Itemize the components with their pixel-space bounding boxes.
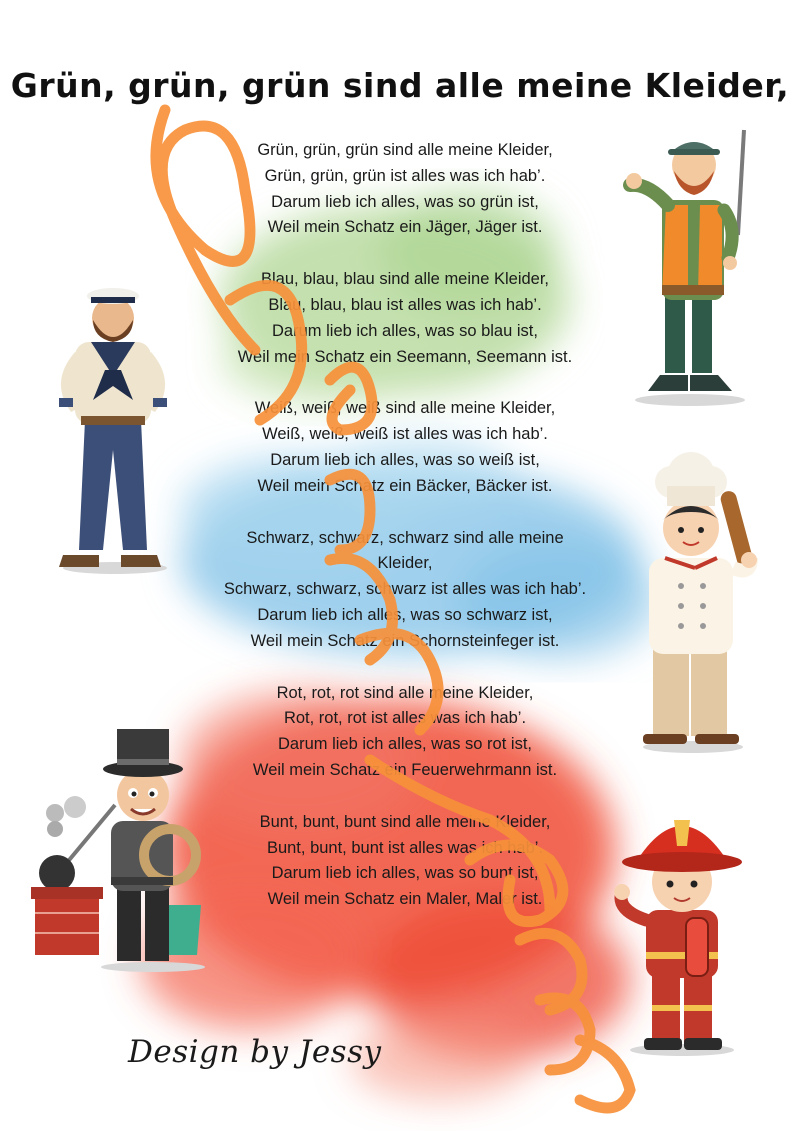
stanza-2 [190,267,620,370]
designer-signature: Design by Jessy [128,1034,382,1070]
stanza-3 [190,396,620,499]
lyric-line: Darum lieb ich alles, was so blau ist, [272,321,538,340]
hunter-illustration [620,125,760,410]
firefighter-illustration [600,800,760,1060]
lyric-line: Darum lieb ich alles, was so weiß ist, [270,450,540,469]
lyric-line: Weil mein Schatz ein Seemann, Seemann ist. [237,347,573,366]
stanza-6 [190,810,620,913]
stanza-1 [190,138,620,241]
lyric-line: Grün, grün, grün ist alles was ich hab’. [264,166,546,185]
chimney-sweep-illustration [15,725,220,975]
baker-illustration [625,450,765,755]
stanza-4 [190,526,620,655]
lyric-line: Darum lieb ich alles, was so bunt ist, [271,864,539,883]
lyric-line: Rot, rot, rot sind alle meine Kleider, [276,683,534,702]
lyric-line: Bunt, bunt, bunt sind alle meine Kleider, [259,812,551,831]
stanza-5 [190,681,620,784]
lyric-line: Rot, rot, rot ist alles was ich hab’. [283,709,527,728]
lyric-line: Bunt, bunt, bunt ist alles was ich hab’. [266,838,544,857]
lyric-line: Weil mein Schatz ein Maler, Maler ist. [267,890,543,909]
lyric-line: Grün, grün, grün sind alle meine Kleider, [257,141,553,159]
lyric-line: Weil mein Schatz ein Jäger, Jäger ist. [267,218,543,237]
lyric-line: Blau, blau, blau ist alles was ich hab’. [268,295,542,314]
lyric-line: Weil mein Schatz ein Feuerwehrmann ist. [252,760,558,779]
lyric-line: Darum lieb ich alles, was so schwarz ist, [257,605,553,624]
lyric-line: Schwarz, schwarz, schwarz sind alle meine Kleider, [246,528,564,573]
lyric-line: Weiß, weiß, weiß sind alle meine Kleider, [254,399,556,418]
lyric-line: Weil mein Schatz ein Schornsteinfeger ist. [250,631,560,650]
lyric-line: Darum lieb ich alles, was so grün ist, [271,192,539,211]
page-title: Grün, grün, grün sind alle meine Kleider, [10,66,790,106]
lyric-line: Weiß, weiß, weiß ist alles was ich hab’. [262,425,548,444]
lyric-line: Blau, blau, blau sind alle meine Kleider, [260,270,550,289]
sailor-illustration [45,280,180,580]
lyric-line: Schwarz, schwarz, schwarz ist alles was ich hab’. [223,580,587,599]
song-lyrics [190,138,620,939]
lyric-line: Darum lieb ich alles, was so rot ist, [277,735,532,754]
watermark-text: Design by Jessy [0,0,8,1]
lyric-line: Weil mein Schatz ein Bäcker, Bäcker ist. [257,476,553,495]
